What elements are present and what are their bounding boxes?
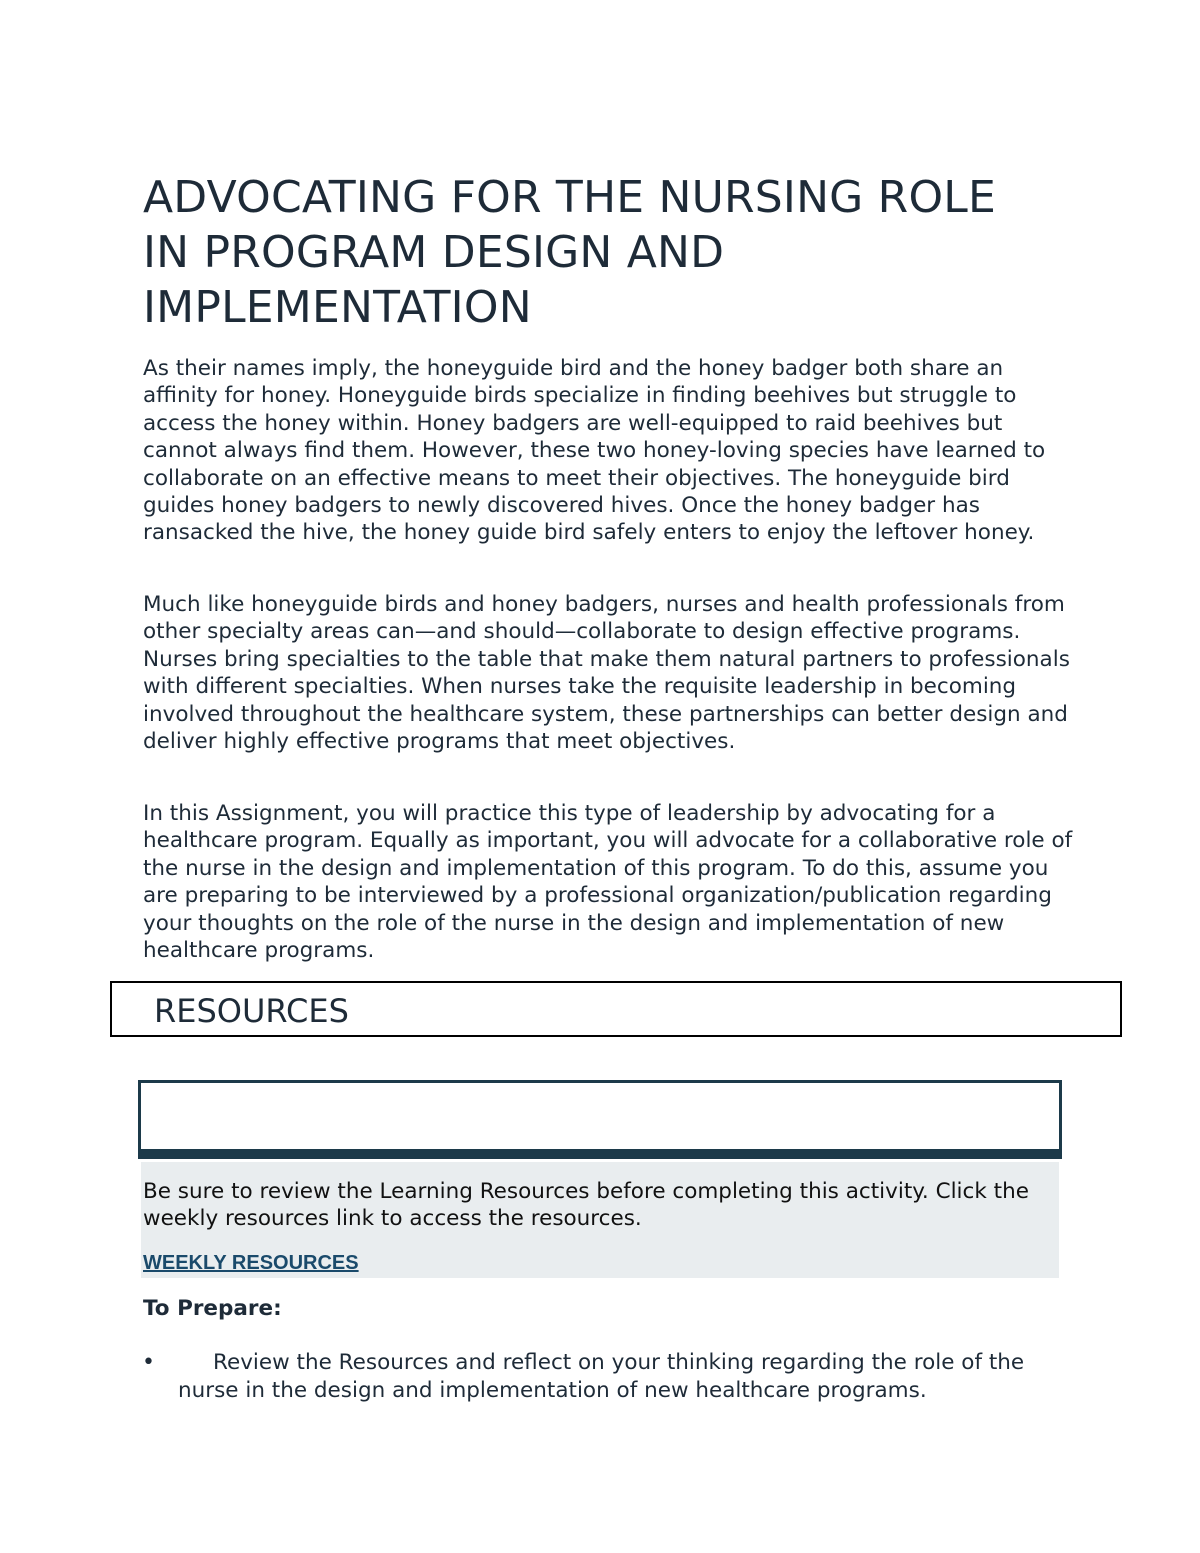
resources-heading: RESOURCES bbox=[154, 992, 349, 1030]
resources-callout-panel bbox=[141, 1162, 1059, 1278]
bullet-icon: • bbox=[142, 1350, 155, 1375]
intro-paragraph: As their names imply, the honeyguide bird and the honey badger both share an affinity for honey. Honeyguide birds specialize in finding beehives but struggle to access the honey within. Honey badgers are well-equipped to raid beehives but cannot always find them. However, these two honey-loving species have learned to collaborate on an effective means to meet their objectives. The honeyguide bird guides honey badgers to newly discovered hives. Once the honey badger has ransacked the hive, the honey guide bird safely enters to enjoy the leftover honey. bbox=[143, 356, 1046, 546]
weekly-resources-link[interactable]: WEEKLY RESOURCES bbox=[143, 1252, 359, 1274]
list-item-text: Review the Resources and reflect on your thinking regarding the role of the nurse in the design and implementation of new healthcare programs. bbox=[178, 1350, 1025, 1404]
callout-text: Be sure to review the Learning Resources before completing this activity. Click the weekly resources link to access the resources. bbox=[143, 1179, 1029, 1232]
list-item bbox=[0, 1349, 1058, 1406]
resources-section-header bbox=[110, 981, 1122, 1037]
callout-banner bbox=[138, 1080, 1062, 1159]
to-prepare-heading: To Prepare: bbox=[143, 1296, 282, 1321]
assignment-paragraph: In this Assignment, you will practice this type of leadership by advocating for a healthcare program. Equally as important, you will advocate for a collaborative role of the nurse in the design and implementation of this program. To do this, assume you are preparing to be interviewed by a professional organization/publication regarding your thoughts on the role of the nurse in the design and implementation of new healthcare programs. bbox=[143, 801, 1073, 964]
prepare-list bbox=[0, 1349, 1200, 1406]
document-title: ADVOCATING FOR THE NURSING ROLE IN PROGRAM DESIGN AND IMPLEMENTATION bbox=[143, 172, 996, 333]
collaboration-paragraph: Much like honeyguide birds and honey badgers, nurses and health professionals from other specialty areas can—and should—collaborate to design effective programs. Nurses bring specialties to the table that make them natural partners to professionals with different specialties. When nurses take the requisite leadership in becoming involved throughout the healthcare system, these partnerships can better design and deliver highly effective programs that meet objectives. bbox=[143, 592, 1070, 755]
